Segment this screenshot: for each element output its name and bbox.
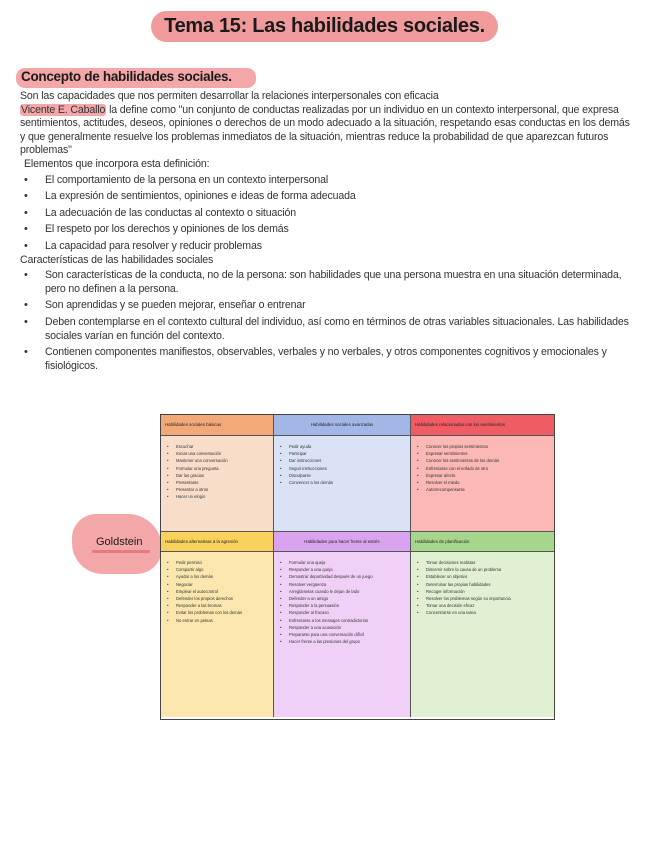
list-item: • Discernir sobre la causa de un problema <box>417 567 550 573</box>
definition-paragraph <box>20 104 632 158</box>
list-item: • Formular una pregunta <box>167 466 269 472</box>
list-item: • Disculparse <box>280 473 406 479</box>
list-item: • Determinar las propias habilidades <box>417 582 550 588</box>
list-item: • Responder a las bromas <box>167 603 269 609</box>
header-planning-skills: Habilidades de planificación <box>411 532 554 552</box>
list-item: • Arreglárselas cuando le dejan de lado <box>280 589 406 595</box>
list-item: • Enfrentarse con el enfado de otro <box>417 466 550 472</box>
list-item: • Tomar una decisión eficaz <box>417 603 550 609</box>
list-item: • Tomar decisiones realistas <box>417 560 550 566</box>
list-item: • La adecuación de las conductas al contexto o situación <box>20 207 632 221</box>
list-item: • Ayudar a los demás <box>167 574 269 580</box>
list-item: • Son aprendidas y se pueden mejorar, enseñar o entrenar <box>20 299 632 313</box>
title-banner <box>151 11 498 42</box>
list-item: • Seguir instrucciones <box>280 466 406 472</box>
list-item: • Conocer los sentimientos de los demás <box>417 458 550 464</box>
section-title: Concepto de habilidades sociales. <box>21 69 232 84</box>
list-item: • Participar <box>280 451 406 457</box>
list-item: • Expresar sentimientos <box>417 451 550 457</box>
list-item: • Deben contemplarse en el contexto cultural del individuo, así como en términos de otras variables situacionales. Las habilidades sociales varían en función del contexto. <box>20 316 632 343</box>
body-text <box>20 90 632 376</box>
list-item: • Emplear el autocontrol <box>167 589 269 595</box>
list-item: • Responder a una acusación <box>280 625 406 631</box>
list-item: • El comportamiento de la persona en un contexto interpersonal <box>20 174 632 188</box>
list-item: • Recoger información <box>417 589 550 595</box>
characteristics-heading: Características de las habilidades sociales <box>20 253 214 266</box>
list-item: • Contienen componentes manifiestos, observables, verbales y no verbales, y otros componentes cognitivos y emocionales y fisiológicos. <box>20 346 632 373</box>
list-item: • Enfrentarse a los mensajes contradictorios <box>280 618 406 624</box>
elements-list <box>20 174 632 254</box>
list-item: • Pedir ayuda <box>280 444 406 450</box>
list-item: • Resolver los problemas según su importancia <box>417 596 550 602</box>
list-item: • No entrar en peleas <box>167 618 269 624</box>
header-basic-skills: Habilidades sociales básicas <box>161 415 274 436</box>
list-item: • Evitar los problemas con los demás <box>167 610 269 616</box>
list-item: • Autorrecompensarse <box>417 487 550 493</box>
list-item: • Convencer a los demás <box>280 480 406 486</box>
header-stress-skills: Habilidades para hacer frente al estrés <box>274 532 411 552</box>
list-item: • Resolver vergüenza <box>280 582 406 588</box>
list-item: • Responder a una queja <box>280 567 406 573</box>
list-item: • Escuchar <box>167 444 269 450</box>
list-item: • La capacidad para resolver y reducir problemas <box>20 240 632 254</box>
list-item: • Defender los propios derechos <box>167 596 269 602</box>
list-item: • Responder al fracaso <box>280 610 406 616</box>
list-item: • Formular una queja <box>280 560 406 566</box>
list-item: • Hacer frente a las presiones del grupo <box>280 639 406 645</box>
list-item: • Concentrarse en una tarea <box>417 610 550 616</box>
list-item: • Demostrar deportividad después de un juego <box>280 574 406 580</box>
list-item: • Pedir permiso <box>167 560 269 566</box>
header-advanced-skills: Habilidades sociales avanzadas <box>274 415 411 436</box>
author-name: Vicente E. Caballo <box>21 103 106 116</box>
goldstein-label: Goldstein <box>96 536 143 548</box>
list-item: • Responder a la persuasión <box>280 603 406 609</box>
cell-stress-skills <box>274 552 411 717</box>
header-aggression-alternatives: Habilidades alternativas a la agresión <box>161 532 274 552</box>
list-item: • Compartir algo <box>167 567 269 573</box>
definition-text: la define como "un conjunto de conductas realizadas por un individuo en un contexto interpersonal, que expresa sentimientos, actitudes, deseos, opiniones o derechos de un modo adecuado a la situación, respetando esas conductas en los demás y que generalmente resuelve los problemas inmediatos de la situación, mientras reduce la probabilidad de que aparezcan futuros problemas" <box>20 103 630 157</box>
cell-basic-skills <box>161 436 274 532</box>
list-item: • Presentar a otros <box>167 487 269 493</box>
list-item: • Expresar afecto <box>417 473 550 479</box>
characteristics-list <box>20 269 632 373</box>
list-item: • Resolver el miedo <box>417 480 550 486</box>
list-item: • Dar instrucciones <box>280 458 406 464</box>
list-item: • Prepararse para una conversación difícil <box>280 632 406 638</box>
header-feelings-skills: Habilidades relacionadas con los sentimientos <box>411 415 554 436</box>
list-item: • Iniciar una conversación <box>167 451 269 457</box>
cell-feelings-skills <box>411 436 554 532</box>
section-heading-banner <box>16 68 256 88</box>
list-item: • Dar las gracias <box>167 473 269 479</box>
list-item: • La expresión de sentimientos, opiniones e ideas de forma adecuada <box>20 190 632 204</box>
page-title: Tema 15: Las habilidades sociales. <box>164 15 485 37</box>
goldstein-underline <box>92 550 150 553</box>
list-item: • Son características de la conducta, no de la persona: son habilidades que una persona muestra en una situación determinada, pero no definen a la persona. <box>20 269 632 296</box>
list-item: • Hacer un elogio <box>167 494 269 500</box>
list-item: • Defender a un amigo <box>280 596 406 602</box>
list-item: • El respeto por los derechos y opiniones de los demás <box>20 223 632 237</box>
list-item: • Establecer un objetivo <box>417 574 550 580</box>
list-item: • Presentarse <box>167 480 269 486</box>
skills-table <box>160 414 555 720</box>
intro-paragraph: Son las capacidades que nos permiten desarrollar la relaciones interpersonales con eficacia <box>20 90 439 102</box>
cell-planning-skills <box>411 552 554 717</box>
elements-heading: Elementos que incorpora esta definición: <box>24 157 210 170</box>
list-item: • Mantener una conversación <box>167 458 269 464</box>
list-item: • Negociar <box>167 582 269 588</box>
list-item: • Conocer los propios sentimientos <box>417 444 550 450</box>
cell-aggression-alternatives <box>161 552 274 717</box>
cell-advanced-skills <box>274 436 411 532</box>
